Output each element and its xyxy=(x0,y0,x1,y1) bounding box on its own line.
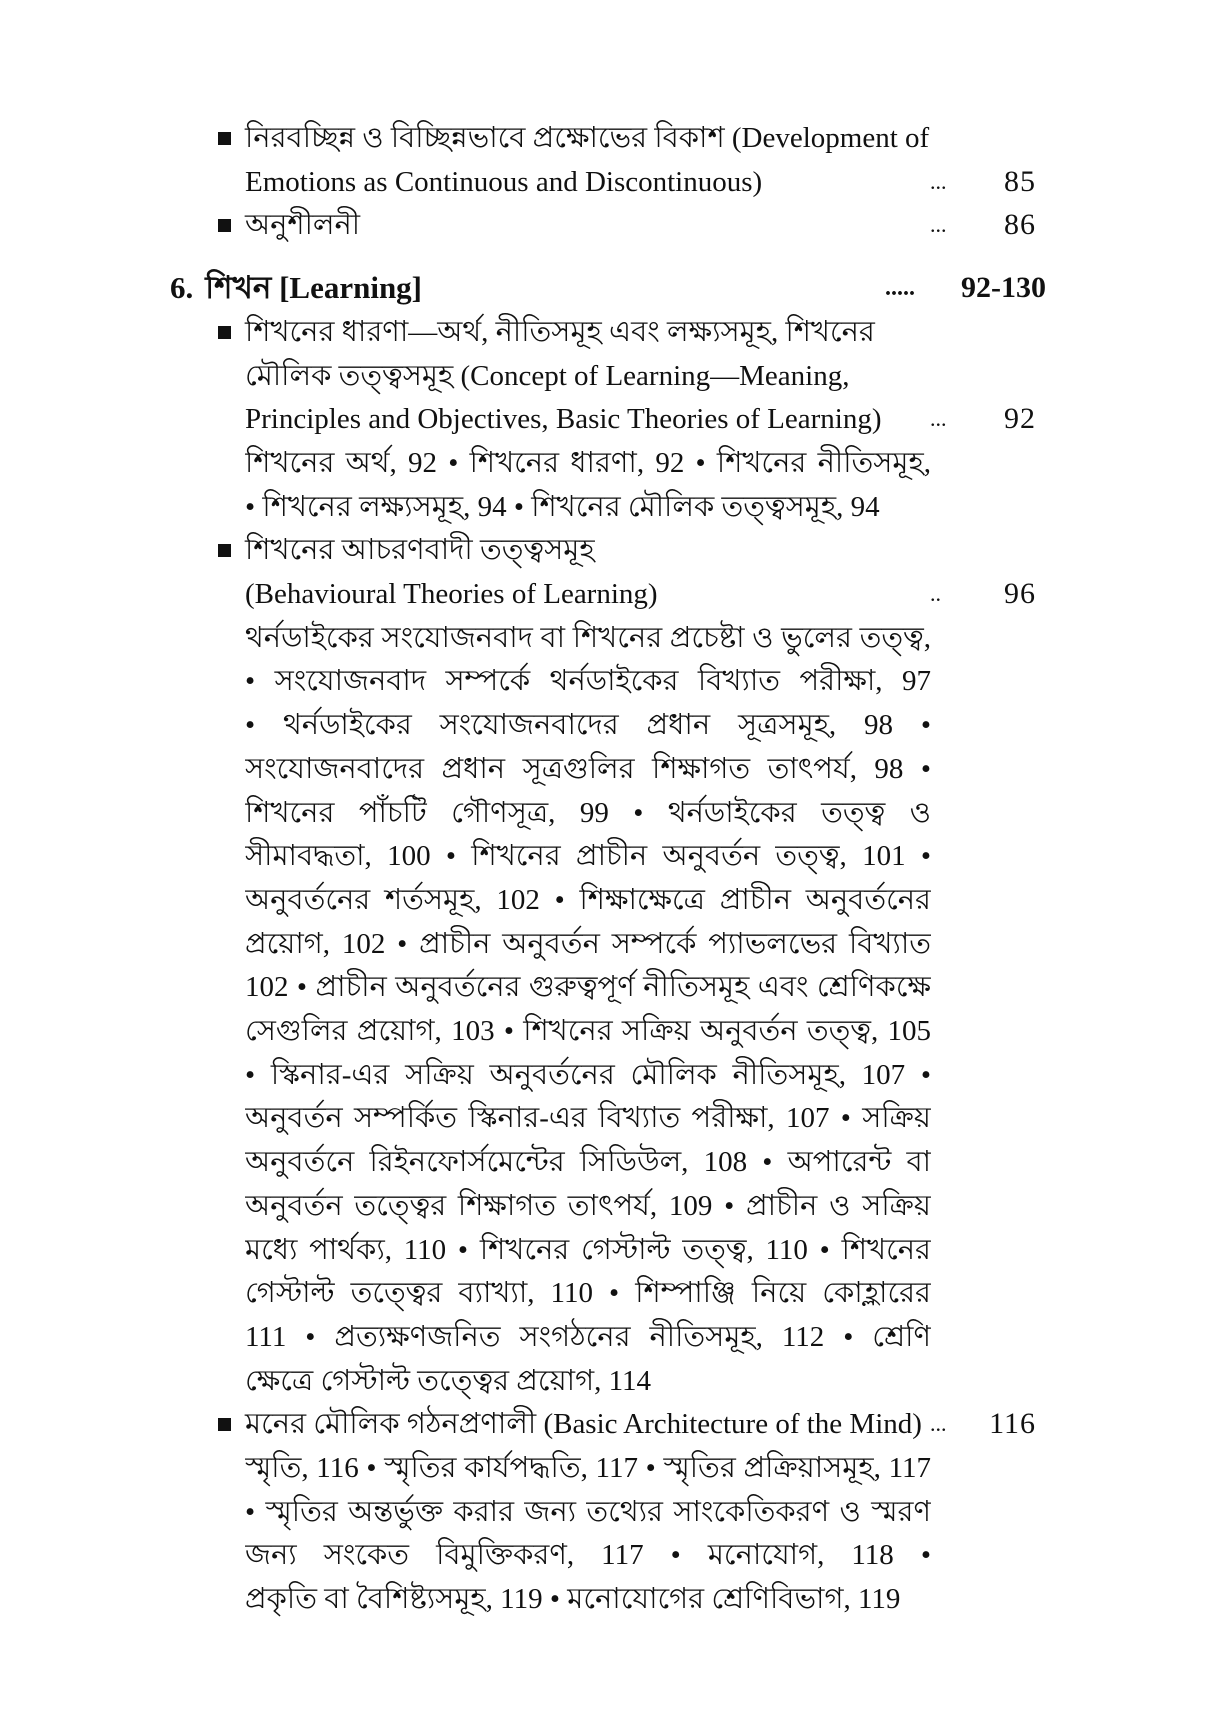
entry-detail-line: অনুবর্তন তত্ত্বের শিক্ষাগত তাৎপর্য, 109 • প্রাচীন ও সক্রিয় xyxy=(245,1189,931,1222)
entry-detail-line: 111 • প্রত্যক্ষণজনিত সংগঠনের নীতিসমূহ, 112 • শ্রেণি xyxy=(245,1320,931,1353)
leader-dots: ... xyxy=(930,1411,947,1437)
square-bullet-icon xyxy=(218,544,231,557)
entry-detail-line: শিখনের অর্থ, 92 • শিখনের ধারণা, 92 • শিখনের নীতিসমূহ, xyxy=(245,446,931,479)
entry-detail-line: থর্নডাইকের সংযোজনবাদ বা শিখনের প্রচেষ্টা ও ভুলের তত্ত্ব, xyxy=(245,621,931,654)
entry-detail-line: • থর্নডাইকের সংযোজনবাদের প্রধান সূত্রসমূহ, 98 • xyxy=(245,709,931,742)
square-bullet-icon xyxy=(218,132,231,145)
leader-dots: ... xyxy=(930,406,947,432)
entry-title-line: Emotions as Continuous and Discontinuous) xyxy=(245,165,763,198)
entry-title-line: নিরবচ্ছিন্ন ও বিচ্ছিন্নভাবে প্রক্ষোভের বিকাশ (Development of xyxy=(245,122,930,154)
entry-title-line: (Behavioural Theories of Learning) xyxy=(245,578,658,610)
entry-detail-line: ক্ষেত্রে গেস্টাল্ট তত্ত্বের প্রয়োগ, 114 xyxy=(245,1364,652,1397)
chapter-number: 6. xyxy=(170,270,194,306)
page-number: 86 xyxy=(1004,208,1036,242)
page-number: 92 xyxy=(1004,402,1036,436)
entry-title-line: শিখনের আচরণবাদী তত্ত্বসমূহ xyxy=(245,534,595,567)
entry-detail-line: মধ্যে পার্থক্য, 110 • শিখনের গেস্টাল্ট তত্ত্ব, 110 • শিখনের xyxy=(245,1233,931,1266)
entry-detail-line: জন্য সংকেত বিমুক্তিকরণ, 117 • মনোযোগ, 118 • xyxy=(245,1539,931,1572)
entry-detail-line: • সংযোজনবাদ সম্পর্কে থর্নডাইকের বিখ্যাত পরীক্ষা, 97 xyxy=(245,665,931,698)
entry-detail-line: প্রয়োগ, 102 • প্রাচীন অনুবর্তন সম্পর্কে প্যাভলভের বিখ্যাত xyxy=(245,927,931,960)
entry-detail-line: প্রকৃতি বা বৈশিষ্ট্যসমূহ, 119 • মনোযোগের শ্রেণিবিভাগ, 119 xyxy=(245,1583,901,1616)
square-bullet-icon xyxy=(218,219,231,232)
entry-title-line: Principles and Objectives, Basic Theories of Learning) xyxy=(245,403,882,436)
square-bullet-icon xyxy=(218,1418,231,1431)
page-number: 116 xyxy=(989,1407,1036,1441)
entry-detail-line: • স্মৃতির অন্তর্ভুক্ত করার জন্য তথ্যের সাংকেতিকরণ ও স্মরণ xyxy=(245,1495,931,1528)
entry-detail-line: সংযোজনবাদের প্রধান সূত্রগুলির শিক্ষাগত তাৎপর্য, 98 • xyxy=(245,752,931,785)
entry-detail-line: • স্কিনার-এর সক্রিয় অনুবর্তনের মৌলিক নীতিসমূহ, 107 • xyxy=(245,1058,931,1091)
chapter-heading xyxy=(170,266,422,310)
entry-detail-line: সীমাবদ্ধতা, 100 • শিখনের প্রাচীন অনুবর্তন তত্ত্ব, 101 • xyxy=(245,840,931,873)
page-number: 96 xyxy=(1004,577,1036,610)
entry-detail-line: অনুবর্তন সম্পর্কিত স্কিনার-এর বিখ্যাত পরীক্ষা, 107 • সক্রিয় xyxy=(245,1102,931,1135)
entry-title-line: মৌলিক তত্ত্বসমূহ (Concept of Learning—Meaning, xyxy=(245,359,850,392)
page-number: 85 xyxy=(1004,164,1036,198)
entry-detail-line: সেগুলির প্রয়োগ, 103 • শিখনের সক্রিয় অনুবর্তন তত্ত্ব, 105 xyxy=(245,1015,931,1047)
entry-detail-line: 102 • প্রাচীন অনুবর্তনের গুরুত্বপূর্ণ নীতিসমূহ এবং শ্রেণিকক্ষে xyxy=(245,971,931,1004)
leader-dots: ... xyxy=(930,168,947,194)
entry-detail-line: শিখনের পাঁচটি গৌণসূত্র, 99 • থর্নডাইকের তত্ত্ব ও xyxy=(245,796,931,829)
entry-title-line: মনের মৌলিক গঠনপ্রণালী (Basic Architecture of the Mind) xyxy=(245,1408,922,1441)
entry-detail-line: অনুবর্তনে রিইনফোর্সমেন্টের সিডিউল, 108 • অপারেন্ট বা xyxy=(245,1146,931,1179)
entry-detail-line: • শিখনের লক্ষ্যসমূহ, 94 • শিখনের মৌলিক তত্ত্বসমূহ, 94 xyxy=(245,490,880,523)
entry-detail-line: স্মৃতি, 116 • স্মৃতির কার্যপদ্ধতি, 117 • স্মৃতির প্রক্রিয়াসমূহ, 117 xyxy=(245,1452,931,1484)
leader-dots: ... xyxy=(930,212,947,238)
entry-title-line: শিখনের ধারণা—অর্থ, নীতিসমূহ এবং লক্ষ্যসমূহ, শিখনের xyxy=(245,315,875,348)
leader-dots: ..... xyxy=(885,275,915,302)
entry-title-line: অনুশীলনী xyxy=(245,209,361,242)
entry-detail-line: অনুবর্তনের শর্তসমূহ, 102 • শিক্ষাক্ষেত্রে প্রাচীন অনুবর্তনের xyxy=(245,883,931,916)
leader-dots: .. xyxy=(930,581,941,606)
chapter-page-range: 92-130 xyxy=(961,271,1046,305)
square-bullet-icon xyxy=(218,326,231,339)
chapter-title: শিখন [Learning] xyxy=(205,270,423,306)
entry-detail-line: গেস্টাল্ট তত্ত্বের ব্যাখ্যা, 110 • শিম্পাঞ্জি নিয়ে কোহ্লারের xyxy=(245,1277,931,1310)
